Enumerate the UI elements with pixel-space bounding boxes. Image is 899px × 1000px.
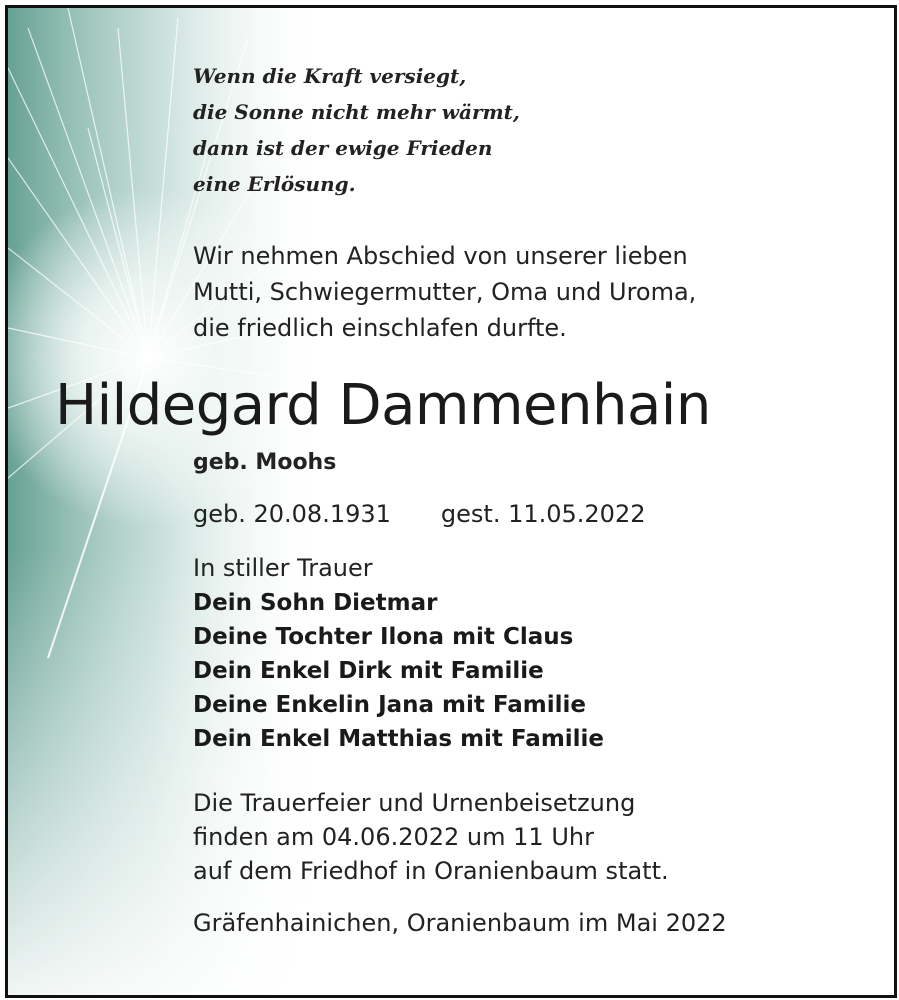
intro-line: die friedlich einschlafen durfte. — [193, 314, 567, 342]
ceremony-line: finden am 04.06.2022 um 11 Uhr — [193, 823, 594, 851]
poem-line: dann ist der ewige Frieden — [193, 136, 493, 160]
mourner-name: Deine Enkelin Jana mit Familie — [193, 692, 586, 718]
place-and-date: Gräfenhainichen, Oranienbaum im Mai 2022 — [193, 909, 727, 937]
maiden-name: geb. Moohs — [193, 450, 337, 475]
ceremony-line: Die Trauerfeier und Urnenbeisetzung — [193, 789, 636, 817]
ceremony-line: auf dem Friedhof in Oranienbaum statt. — [193, 857, 669, 885]
obituary-content — [8, 8, 894, 995]
birth-date: geb. 20.08.1931 — [193, 500, 391, 528]
poem-line: eine Erlösung. — [193, 172, 356, 196]
mourner-name: Dein Sohn Dietmar — [193, 590, 438, 616]
intro-line: Wir nehmen Abschied von unserer lieben — [193, 242, 688, 270]
farewell-intro — [193, 238, 696, 346]
mourner-name: Deine Tochter Ilona mit Claus — [193, 624, 574, 650]
mourners-list — [193, 586, 604, 756]
mourning-lead: In stiller Trauer — [193, 554, 373, 582]
intro-line: Mutti, Schwiegermutter, Oma und Uroma, — [193, 278, 697, 306]
poem-line: die Sonne nicht mehr wärmt, — [193, 100, 520, 124]
obituary-frame — [5, 5, 897, 998]
ceremony-info — [193, 786, 669, 888]
poem-line: Wenn die Kraft versiegt, — [193, 64, 467, 88]
mourner-name: Dein Enkel Matthias mit Familie — [193, 726, 605, 752]
deceased-name: Hildegard Dammenhain — [55, 373, 711, 438]
death-date: gest. 11.05.2022 — [440, 500, 646, 528]
poem — [193, 58, 520, 202]
mourner-name: Dein Enkel Dirk mit Familie — [193, 658, 544, 684]
life-dates — [193, 496, 646, 532]
